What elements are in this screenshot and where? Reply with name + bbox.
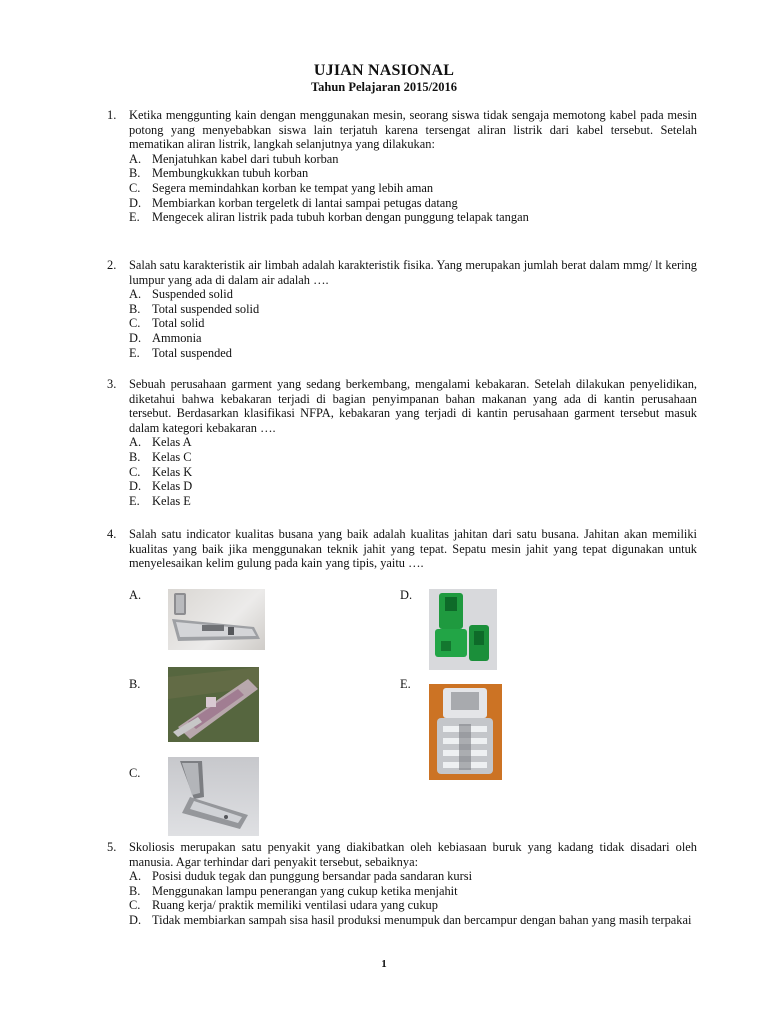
option-text: Posisi duduk tegak dan punggung bersandar pada sandaran kursi <box>152 869 473 884</box>
option-text: Menjatuhkan kabel dari tubuh korban <box>152 151 339 166</box>
option-a <box>129 869 697 884</box>
option-c <box>129 465 697 480</box>
question-text: Skoliosis merupakan satu penyakit yang diakibatkan oleh kebiasaan buruk yang kadang tidak disadari oleh manusia. Agar terhindar dari penyakit tersebut, sebaiknya: <box>129 840 697 869</box>
option-label: A. <box>129 151 142 166</box>
option-label: A. <box>129 287 142 302</box>
option-label: B. <box>129 166 141 181</box>
option-text: Ammonia <box>152 330 202 345</box>
option-c <box>129 181 697 196</box>
option-c <box>129 898 697 913</box>
presser-foot-clear-zigzag-photo <box>168 667 259 742</box>
option-text: Kelas E <box>152 493 191 508</box>
option-label: D. <box>129 912 142 927</box>
option-b <box>129 166 697 181</box>
option-label: A. <box>129 435 142 450</box>
question-3 <box>107 377 697 508</box>
question-text: Ketika menggunting kain dengan menggunakan mesin, seorang siswa tidak sengaja memotong kabel pada mesin potong yang menyebabkan siswa lain terjatuh karena tersengat aliran listrik dari kabel tersebut. Setelah mematikan aliran listrik, langkah selanjutnya yang dilakukan: <box>129 108 697 152</box>
option-text: Segera memindahkan korban ke tempat yang lebih aman <box>152 180 434 195</box>
presser-foot-rolled-hem-photo <box>168 589 265 650</box>
option-label: C. <box>129 316 141 331</box>
exam-subtitle: Tahun Pelajaran 2015/2016 <box>310 80 458 94</box>
option-label: E. <box>129 493 140 508</box>
question-number: 3. <box>107 377 117 391</box>
question-number: 5. <box>107 840 117 854</box>
option-label: B. <box>129 449 141 464</box>
option-text: Total suspended solid <box>152 301 260 316</box>
option-text: Ruang kerja/ praktik memiliki ventilasi udara yang cukup <box>152 898 438 913</box>
image-option-label-a: A. <box>129 588 142 602</box>
option-e <box>129 346 697 361</box>
option-a <box>129 152 697 167</box>
presser-foot-zipper-photo <box>168 757 259 836</box>
option-label: E. <box>129 345 140 360</box>
option-b <box>129 450 697 465</box>
option-text: Membungkukkan tubuh korban <box>152 166 309 181</box>
option-label: C. <box>129 464 141 479</box>
image-option-label-e: E. <box>400 677 411 691</box>
option-label: E. <box>129 210 140 225</box>
image-option-label-d: D. <box>400 588 413 602</box>
option-text: Kelas K <box>152 464 193 479</box>
option-a <box>129 435 697 450</box>
option-text: Total solid <box>152 316 205 331</box>
option-b <box>129 302 697 317</box>
option-d <box>129 479 697 494</box>
question-number: 1. <box>107 108 117 122</box>
option-d <box>129 913 697 928</box>
question-number: 4. <box>107 527 117 541</box>
option-label: A. <box>129 869 142 884</box>
question-5 <box>107 840 697 928</box>
option-text: Tidak membiarkan sampah sisa hasil produksi menumpuk dan bercampur dengan bahan yang masih terpakai <box>152 912 692 927</box>
presser-foot-green-plastic-photo <box>429 589 497 670</box>
option-label: C. <box>129 180 141 195</box>
option-label: D. <box>129 479 142 494</box>
option-text: Kelas A <box>152 435 192 450</box>
option-text: Mengecek aliran listrik pada tubuh korban dengan punggung telapak tangan <box>152 210 529 225</box>
option-label: B. <box>129 301 141 316</box>
option-d <box>129 196 697 211</box>
image-option-label-c: C. <box>129 766 141 780</box>
option-c <box>129 316 697 331</box>
option-a <box>129 287 697 302</box>
question-text: Salah satu indicator kualitas busana yang baik adalah kualitas jahitan dari satu busana. Jahitan akan memiliki kualitas yang baik jika menggunakan teknik jahit yang tepat. Sepatu mesin jahit yang tepat digunakan untuk menyelesaikan kelim gulung pada kain yang tipis, yaitu …. <box>129 527 697 571</box>
option-label: C. <box>129 898 141 913</box>
option-text: Membiarkan korban tergeletk di lantai sampai petugas datang <box>152 195 458 210</box>
presser-foot-pintuck-photo <box>429 684 502 780</box>
option-text: Kelas C <box>152 449 192 464</box>
question-1 <box>107 108 697 225</box>
option-label: D. <box>129 195 142 210</box>
question-text: Sebuah perusahaan garment yang sedang berkembang, mengalami kebakaran. Setelah dilakukan penyelidikan, diketahui bahwa kebakaran terjadi di bagian penyimpanan bahan makanan yang ada di kantin perusahaan tersebut. Berdasarkan klasifikasi NFPA, kebakaran yang terjadi di kantin perusahaan garment tersebut masuk dalam kategori kebakaran …. <box>129 377 697 435</box>
question-text: Salah satu karakteristik air limbah adalah karakteristik fisika. Yang merupakan jumlah berat dalam mmg/ lt kering lumpur yang ada di dalam air adalah …. <box>129 258 697 287</box>
option-text: Kelas D <box>152 479 193 494</box>
option-label: B. <box>129 883 141 898</box>
image-option-label-b: B. <box>129 677 141 691</box>
page-number: 1 <box>381 958 387 970</box>
question-2 <box>107 258 697 360</box>
option-text: Suspended solid <box>152 287 233 302</box>
option-b <box>129 884 697 899</box>
option-e <box>129 210 697 225</box>
option-d <box>129 331 697 346</box>
option-text: Total suspended <box>152 345 233 360</box>
exam-title: UJIAN NASIONAL <box>313 62 455 79</box>
option-label: D. <box>129 330 142 345</box>
question-4 <box>107 527 697 571</box>
option-e <box>129 494 697 509</box>
question-number: 2. <box>107 258 117 272</box>
option-text: Menggunakan lampu penerangan yang cukup ketika menjahit <box>152 883 458 898</box>
